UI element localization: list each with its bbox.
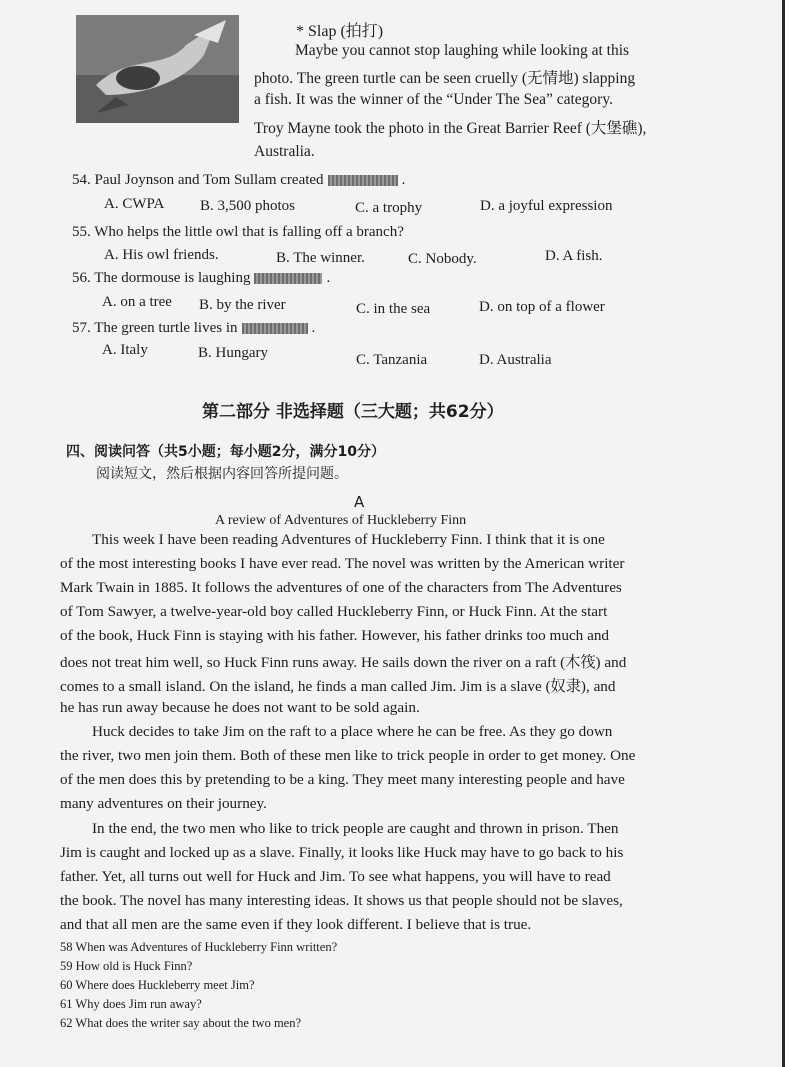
option-d: D. a joyful expression [480, 198, 613, 214]
option-c: C. in the sea [356, 301, 431, 317]
review-line-13: In the end, the two men who like to trick people are caught and thrown in prison. Then [92, 820, 619, 837]
review-line-17: and that all men are the same even if they look different. I believe that is true. [60, 916, 532, 933]
section4-instruction: 阅读短文，然后根据内容回答所提问题。 [96, 466, 348, 482]
review-line-15: father. Yet, all turns out well for Huck and Jim. To see what happens, you will have to read [60, 868, 611, 885]
review-line-12: many adventures on their journey. [60, 795, 267, 812]
question-59: 59 How old is Huck Finn? [60, 959, 193, 973]
review-line-7: comes to a small island. On the island, he finds a man called Jim. Jim is a slave (奴隶), and [60, 678, 616, 695]
option-b: B. by the river [199, 297, 286, 313]
question-55 [72, 224, 404, 241]
review-line-10: the river, two men join them. Both of these men like to trick people in order to get money. One [60, 747, 636, 764]
question-end: . [401, 172, 406, 188]
review-line-6: does not treat him well, so Huck Finn runs away. He sails down the river on a raft (木筏) and [60, 654, 627, 671]
turtle-photo [76, 15, 239, 123]
option-a: A. CWPA [104, 196, 165, 212]
review-line-3: Mark Twain in 1885. It follows the adventures of one of the characters from The Adventures [60, 579, 622, 596]
question-stem: 55. Who helps the little owl that is falling off a branch? [72, 224, 404, 240]
review-line-14: Jim is caught and locked up as a slave. Finally, it looks like Huck may have to go back to his [60, 844, 624, 861]
option-c: C. Tanzania [356, 352, 428, 368]
slap-line-4: Troy Mayne took the photo in the Great Barrier Reef (大堡礁), [254, 120, 647, 137]
slap-line-1: Maybe you cannot stop laughing while looking at this [295, 42, 630, 59]
review-line-4: of Tom Sawyer, a twelve-year-old boy called Huckleberry Finn, or Huck Finn. At the start [60, 603, 608, 620]
question-60: 60 Where does Huckleberry meet Jim? [60, 978, 255, 992]
option-b: B. 3,500 photos [200, 198, 296, 214]
slap-title: * Slap (拍打) [296, 23, 384, 40]
option-d: D. on top of a flower [479, 299, 605, 315]
question-stem: 57. The green turtle lives in [72, 320, 238, 336]
page-edge [782, 0, 795, 1067]
turtle-slapping-fish-image [76, 15, 239, 123]
option-d: D. Australia [479, 352, 552, 368]
option-b: B. Hungary [198, 345, 268, 361]
review-line-2: of the most interesting books I have ever read. The novel was written by the American writer [60, 555, 625, 572]
answer-blank [254, 273, 322, 284]
review-line-5: of the book, Huck Finn is staying with his father. However, his father drinks too much and [60, 627, 610, 644]
answer-blank [328, 175, 398, 186]
option-c: C. a trophy [355, 200, 423, 216]
question-62: 62 What does the writer say about the two men? [60, 1016, 302, 1030]
question-61: 61 Why does Jim run away? [60, 997, 202, 1011]
review-line-1: This week I have been reading Adventures of Huckleberry Finn. I think that it is one [92, 531, 605, 548]
review-line-16: the book. The novel has many interesting ideas. It shows us that people should not be slaves, [60, 892, 623, 909]
question-stem: 56. The dormouse is laughing [72, 270, 251, 286]
section4-heading: 四、阅读问答（共5小题；每小题2分，满分10分） [66, 444, 385, 460]
slap-line-2: photo. The green turtle can be seen cruelly (无情地) slapping [254, 70, 636, 87]
option-c: C. Nobody. [408, 251, 477, 267]
slap-line-5: Australia. [254, 143, 315, 160]
question-57 [72, 320, 315, 337]
question-56 [72, 270, 330, 287]
review-line-11: of the men does this by pretending to be a king. They meet many interesting people and have [60, 771, 625, 788]
question-end: . [311, 320, 316, 336]
passage-label: A [354, 493, 365, 511]
option-b: B. The winner. [276, 250, 365, 266]
option-a: A. on a tree [102, 294, 172, 310]
question-end: . [326, 270, 331, 286]
part2-heading: 第二部分 非选择题（三大题；共62分） [202, 402, 504, 422]
question-stem: 54. Paul Joynson and Tom Sullam created [72, 172, 324, 188]
option-a: A. Italy [102, 342, 148, 358]
review-line-9: Huck decides to take Jim on the raft to a place where he can be free. As they go down [92, 723, 613, 740]
review-title: A review of Adventures of Huckleberry Finn [215, 513, 467, 528]
question-58: 58 When was Adventures of Huckleberry Finn written? [60, 940, 338, 954]
review-line-8: he has run away because he does not want to be sold again. [60, 699, 420, 716]
answer-blank [242, 323, 308, 334]
slap-line-3: a fish. It was the winner of the “Under The Sea” category. [254, 91, 613, 108]
question-54 [72, 172, 405, 189]
option-a: A. His owl friends. [104, 247, 219, 263]
option-d: D. A fish. [545, 248, 603, 264]
